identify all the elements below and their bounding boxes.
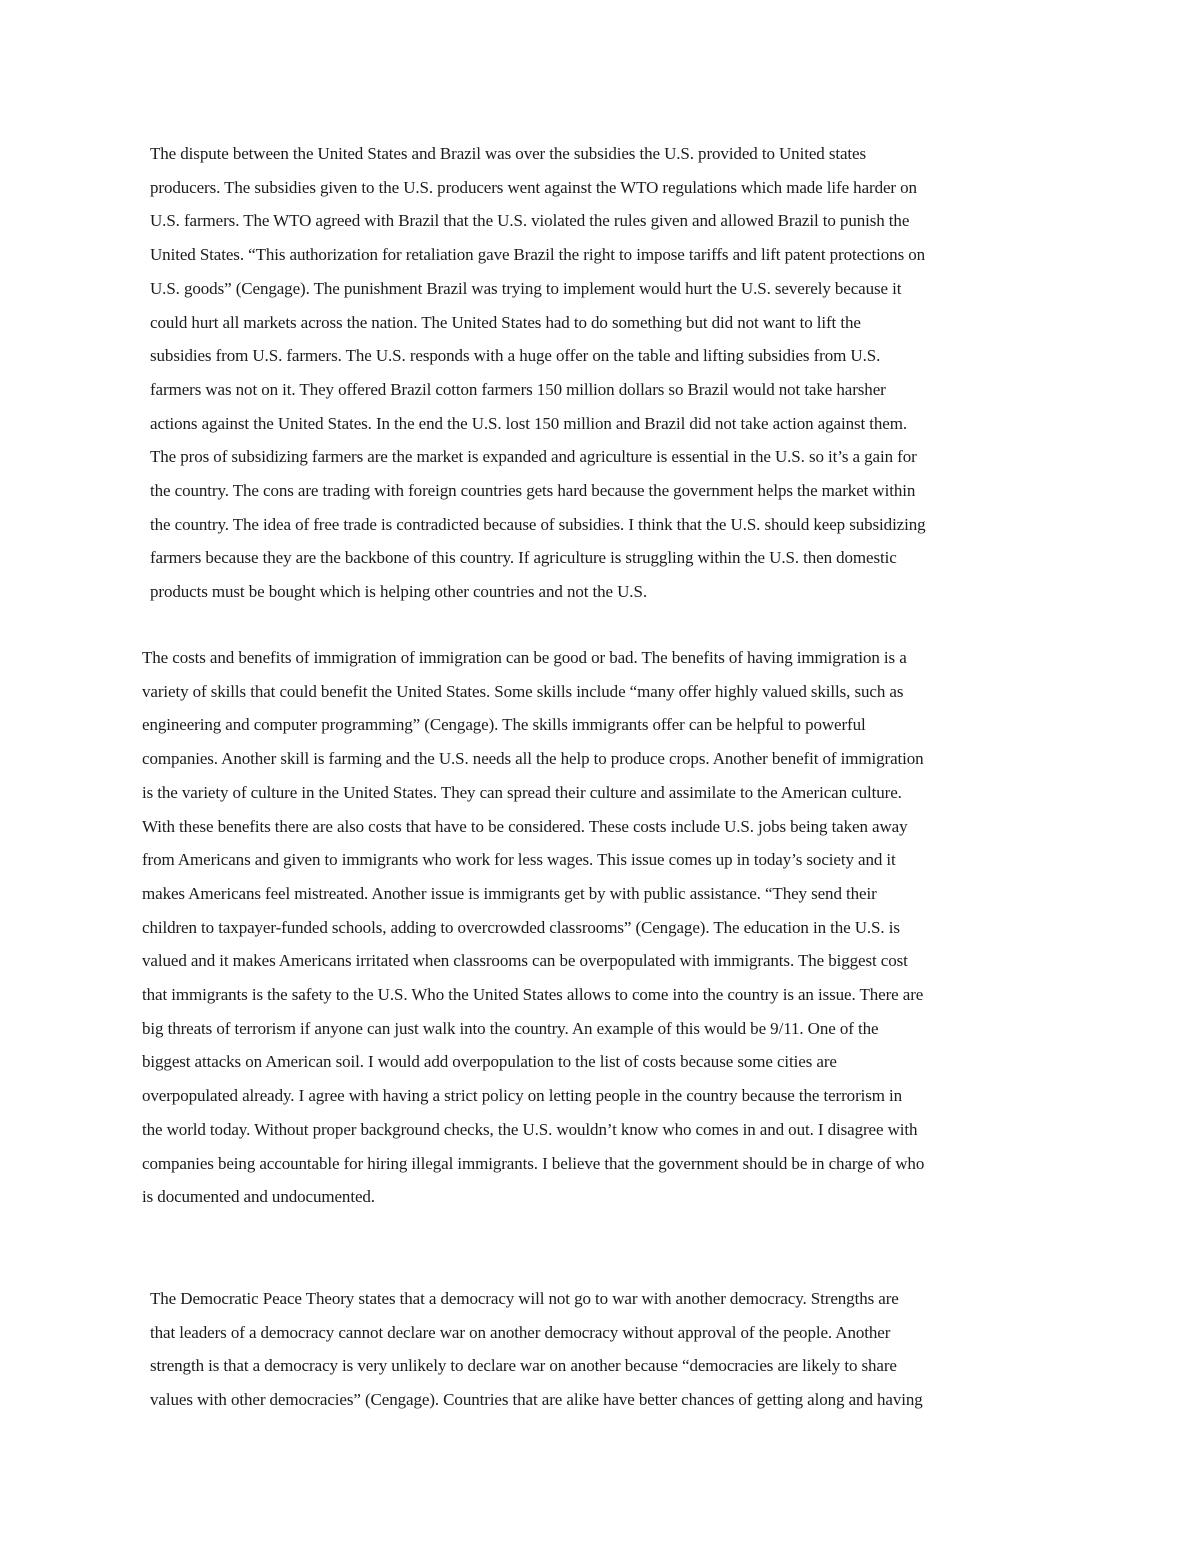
- text-line: The dispute between the United States and Brazil was over the subsidies the U.S. provided to United states: [150, 144, 866, 163]
- text-line: could hurt all markets across the nation. The United States had to do something but did not want to lift the: [150, 312, 861, 332]
- paragraph-trade-dispute: [150, 137, 1070, 609]
- text-line: strength is that a democracy is very unlikely to declare war on another because “democracies are likely to share: [150, 1356, 897, 1376]
- text-line: U.S. farmers. The WTO agreed with Brazil that the U.S. violated the rules given and allowed Brazil to punish the: [150, 211, 910, 231]
- text-line: actions against the United States. In the end the U.S. lost 150 million and Brazil did not take action against them.: [150, 413, 908, 433]
- text-line: The Democratic Peace Theory states that a democracy will not go to war with another democracy. Strengths are: [150, 1289, 899, 1308]
- text-line: big threats of terrorism if anyone can just walk into the country. An example of this would be 9/11. One of the: [142, 1018, 879, 1038]
- text-line: the country. The cons are trading with foreign countries gets hard because the government helps the market within: [150, 481, 916, 501]
- text-line: products must be bought which is helping other countries and not the U.S.: [150, 582, 647, 602]
- text-line: is the variety of culture in the United States. They can spread their culture and assimilate to the American culture.: [142, 782, 902, 802]
- text-line: valued and it makes Americans irritated when classrooms can be overpopulated with immigrants. The biggest cost: [142, 951, 908, 971]
- paragraph-democratic-peace: [150, 1282, 1070, 1417]
- text-line: children to taxpayer-funded schools, adding to overcrowded classrooms” (Cengage). The education in the U.S. is: [142, 917, 900, 937]
- text-line: United States. “This authorization for retaliation gave Brazil the right to impose tariffs and lift patent protections on: [150, 245, 926, 265]
- text-line: companies being accountable for hiring illegal immigrants. I believe that the government should be in charge of who: [142, 1153, 925, 1173]
- text-line: biggest attacks on American soil. I would add overpopulation to the list of costs because some cities are: [142, 1052, 837, 1072]
- text-line: from Americans and given to immigrants who work for less wages. This issue comes up in today’s society and it: [142, 850, 896, 870]
- text-line: producers. The subsidies given to the U.S. producers went against the WTO regulations which made life harder on: [150, 177, 917, 197]
- text-line: that immigrants is the safety to the U.S. Who the United States allows to come into the country is an issue. There are: [142, 985, 924, 1005]
- text-line: that leaders of a democracy cannot declare war on another democracy without approval of the people. Another: [150, 1322, 891, 1342]
- text-line: the world today. Without proper background checks, the U.S. wouldn’t know who comes in and out. I disagree with: [142, 1119, 918, 1139]
- text-line: The costs and benefits of immigration of immigration can be good or bad. The benefits of having immigration is a: [142, 648, 907, 667]
- text-line: The pros of subsidizing farmers are the market is expanded and agriculture is essential in the U.S. so it’s a gain for: [150, 447, 917, 467]
- text-line: subsidies from U.S. farmers. The U.S. responds with a huge offer on the table and lifting subsidies from U.S.: [150, 346, 881, 366]
- text-line: values with other democracies” (Cengage). Countries that are alike have better chances of getting along and having: [150, 1390, 923, 1410]
- text-line: is documented and undocumented.: [142, 1187, 375, 1207]
- text-line: overpopulated already. I agree with having a strict policy on letting people in the country because the terrorism in: [142, 1086, 903, 1106]
- text-line: variety of skills that could benefit the United States. Some skills include “many offer highly valued skills, such as: [142, 681, 904, 701]
- text-line: makes Americans feel mistreated. Another issue is immigrants get by with public assistance. “They send their: [142, 883, 877, 903]
- text-line: With these benefits there are also costs that have to be considered. These costs include U.S. jobs being taken away: [142, 816, 908, 836]
- text-line: farmers because they are the backbone of this country. If agriculture is struggling within the U.S. then domestic: [150, 548, 897, 568]
- text-line: farmers was not on it. They offered Brazil cotton farmers 150 million dollars so Brazil would not take harsher: [150, 379, 886, 399]
- text-line: companies. Another skill is farming and the U.S. needs all the help to produce crops. Another benefit of immigration: [142, 749, 924, 769]
- paragraph-immigration: [142, 641, 1072, 1214]
- text-line: the country. The idea of free trade is contradicted because of subsidies. I think that the U.S. should keep subsidizing: [150, 514, 926, 534]
- text-line: U.S. goods” (Cengage). The punishment Brazil was trying to implement would hurt the U.S. severely because it: [150, 278, 902, 298]
- text-line: engineering and computer programming” (Cengage). The skills immigrants offer can be helpful to powerful: [142, 715, 866, 735]
